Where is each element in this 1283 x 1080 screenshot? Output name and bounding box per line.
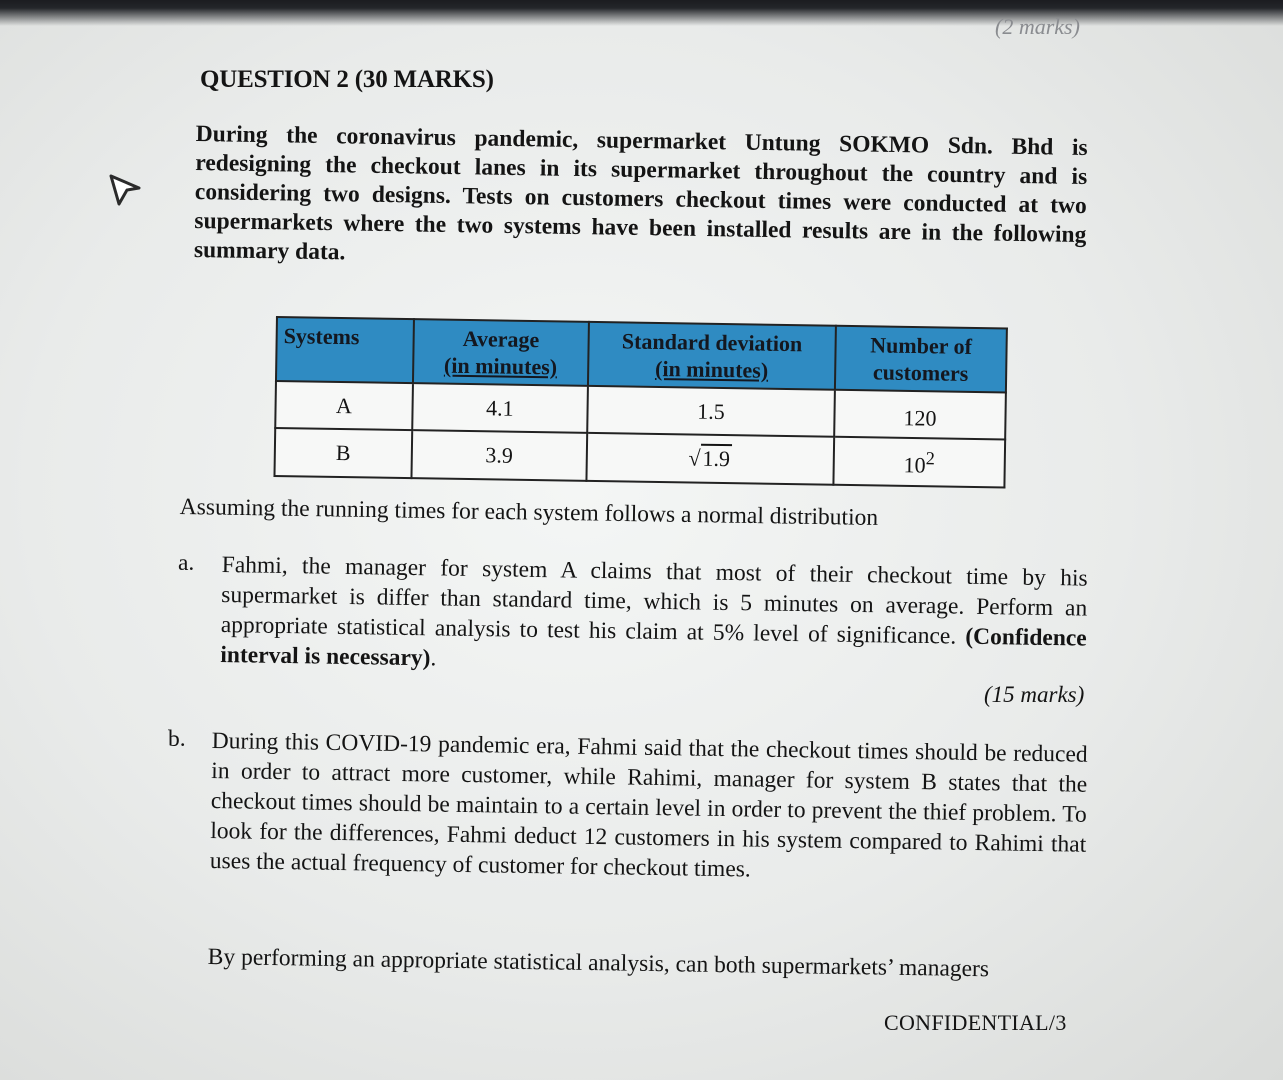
header-average-line2: (in minutes)	[443, 352, 558, 380]
part-b-continuation: By performing an appropriate statistical analysis, can both supermarkets’ managers	[207, 943, 990, 983]
customers-exponent: 2	[925, 448, 936, 469]
confidential-footer: CONFIDENTIAL/3	[884, 1010, 1067, 1035]
header-systems	[276, 317, 414, 383]
assumption-text: Assuming the running times for each system follows a normal distribution	[179, 494, 879, 531]
cell-standard-deviation	[587, 386, 835, 437]
customers-base: 10	[903, 452, 926, 478]
header-sd-line2: (in minutes)	[654, 355, 769, 383]
cell-customers	[834, 390, 1006, 440]
customers-base: 120	[903, 405, 937, 431]
cell-average: 4.1	[412, 383, 588, 433]
header-average	[413, 319, 589, 386]
header-number-of-customers	[835, 326, 1007, 393]
sd-value: 1.5	[697, 398, 725, 424]
part-b-label: b.	[168, 726, 186, 752]
summary-data-table	[273, 316, 1007, 488]
part-a-label: a.	[178, 550, 195, 576]
part-a-bold-note: (Confidence interval is necessary)	[220, 623, 1087, 672]
part-a-text	[220, 550, 1088, 684]
cell-standard-deviation	[586, 433, 834, 484]
part-a-tail: .	[430, 645, 437, 672]
header-n-line2: customers	[872, 359, 969, 386]
table-row	[274, 428, 1005, 487]
sd-radical-sign: √	[688, 445, 701, 471]
part-b-text: During this COVID-19 pandemic era, Fahmi said that the checkout times should be reduced in order to attract more customer, while Rahimi, manager for system B states that the checkout times should be maintain to a certain level in order to prevent the thief problem. To look for the differences, Fahmi deduct 12 customers in his system compared to Rahimi that uses the actual frequency of customer for checkout times.	[209, 727, 1088, 883]
question-intro: During the coronavirus pandemic, supermarket Untung SOKMO Sdn. Bhd is redesigning the checkout lanes in its supermarket throughout the country and is considering two designs. Tests on customers checkout times were conducted at two supermarkets where the two systems have been installed results are in the following summary data.	[193, 120, 1088, 266]
question-heading: QUESTION 2 (30 MARKS)	[200, 66, 494, 93]
arrow-cursor-icon	[105, 168, 149, 212]
header-sd-line1: Standard deviation	[621, 328, 803, 357]
sd-value: 1.9	[700, 444, 732, 471]
top-marks-fragment: (2 marks)	[995, 14, 1080, 39]
cell-system: A	[275, 381, 412, 430]
header-average-line1: Average	[462, 325, 540, 353]
header-systems-label: Systems	[283, 323, 360, 350]
cell-system: B	[274, 428, 411, 477]
cell-customers	[833, 437, 1005, 487]
table-header-row	[276, 317, 1007, 392]
cell-average: 3.9	[411, 430, 587, 480]
header-n-line1: Number of	[870, 332, 973, 359]
part-a-body: Fahmi, the manager for system A claims that most of their checkout time by his supermarket is differ than standard time, which is 5 minutes on average. Perform an appropriate statistical analysis to test his claim at 5% level of significance.	[220, 551, 1088, 650]
part-a-marks: (15 marks)	[984, 682, 1085, 707]
header-standard-deviation	[588, 322, 836, 390]
